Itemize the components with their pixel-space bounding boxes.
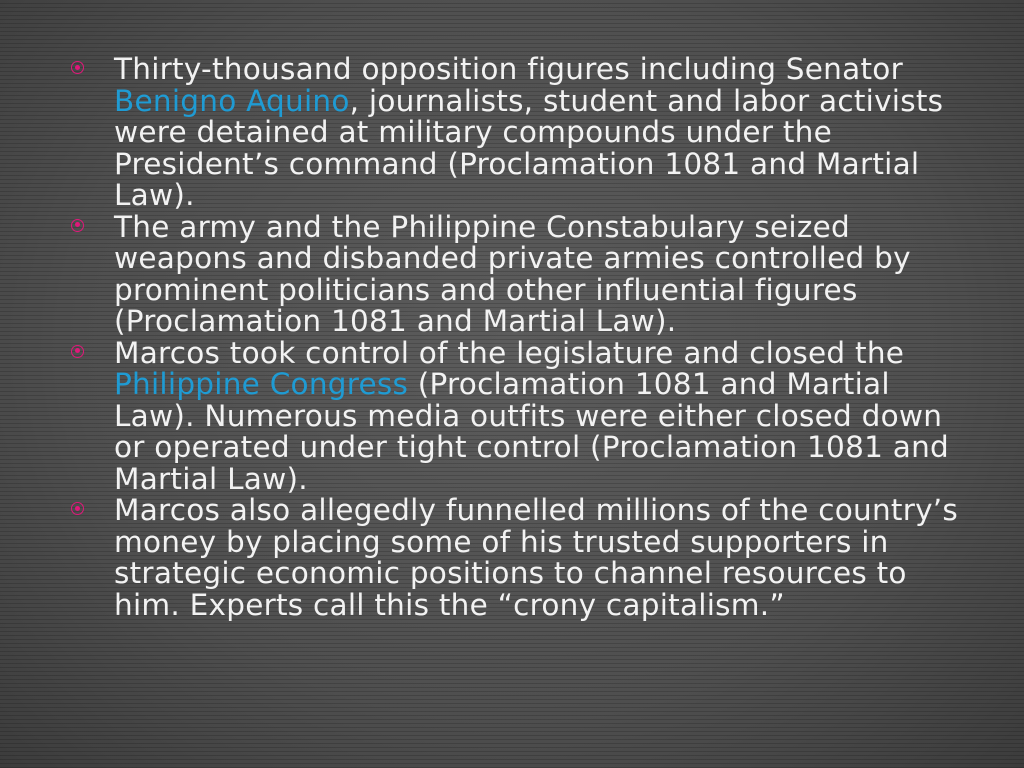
- bullet-item-3: [68, 335, 968, 496]
- circled-dot-bullet-icon: [71, 502, 84, 515]
- bullet-text-end: (Proclamation 1081 and Martial Law). Numerous media outfits were either closed down or operated under tight control (Proclamation 1081 and Martial Law).: [114, 367, 949, 496]
- circled-dot-bullet-icon: [71, 345, 84, 358]
- bullet-list: [68, 54, 968, 621]
- bullet-text: [114, 54, 968, 212]
- philippine-congress-link[interactable]: Philippine Congress: [114, 367, 409, 401]
- bullet-text-start: Marcos took control of the legislature and closed the: [114, 335, 905, 370]
- bullet-text-start: Thirty-thousand opposition figures including Senator: [114, 52, 903, 86]
- circled-dot-bullet-icon: [71, 219, 84, 232]
- bullet-text-end: , journalists, student and labor activists were detained at military compounds under the President’s command (Proclamation 1081 and Martial Law).: [114, 83, 944, 212]
- bullet-item-4: [68, 495, 968, 621]
- bullet-item-1: [68, 54, 968, 212]
- bullet-text: Marcos also allegedly funnelled millions of the country’s money by placing some of his trusted supporters in strategic economic positions to channel resources to him. Experts call this the “crony capitalism.”: [114, 493, 959, 622]
- bullet-text: The army and the Philippine Constabulary seized weapons and disbanded private armies controlled by prominent politicians and other influential figures (Proclamation 1081 and Martial Law).: [114, 209, 911, 338]
- circled-dot-bullet-icon: [71, 61, 84, 74]
- bullet-item-2: [68, 209, 968, 338]
- bullet-text: [114, 335, 968, 496]
- benigno-aquino-link[interactable]: Benigno Aquino: [114, 83, 350, 118]
